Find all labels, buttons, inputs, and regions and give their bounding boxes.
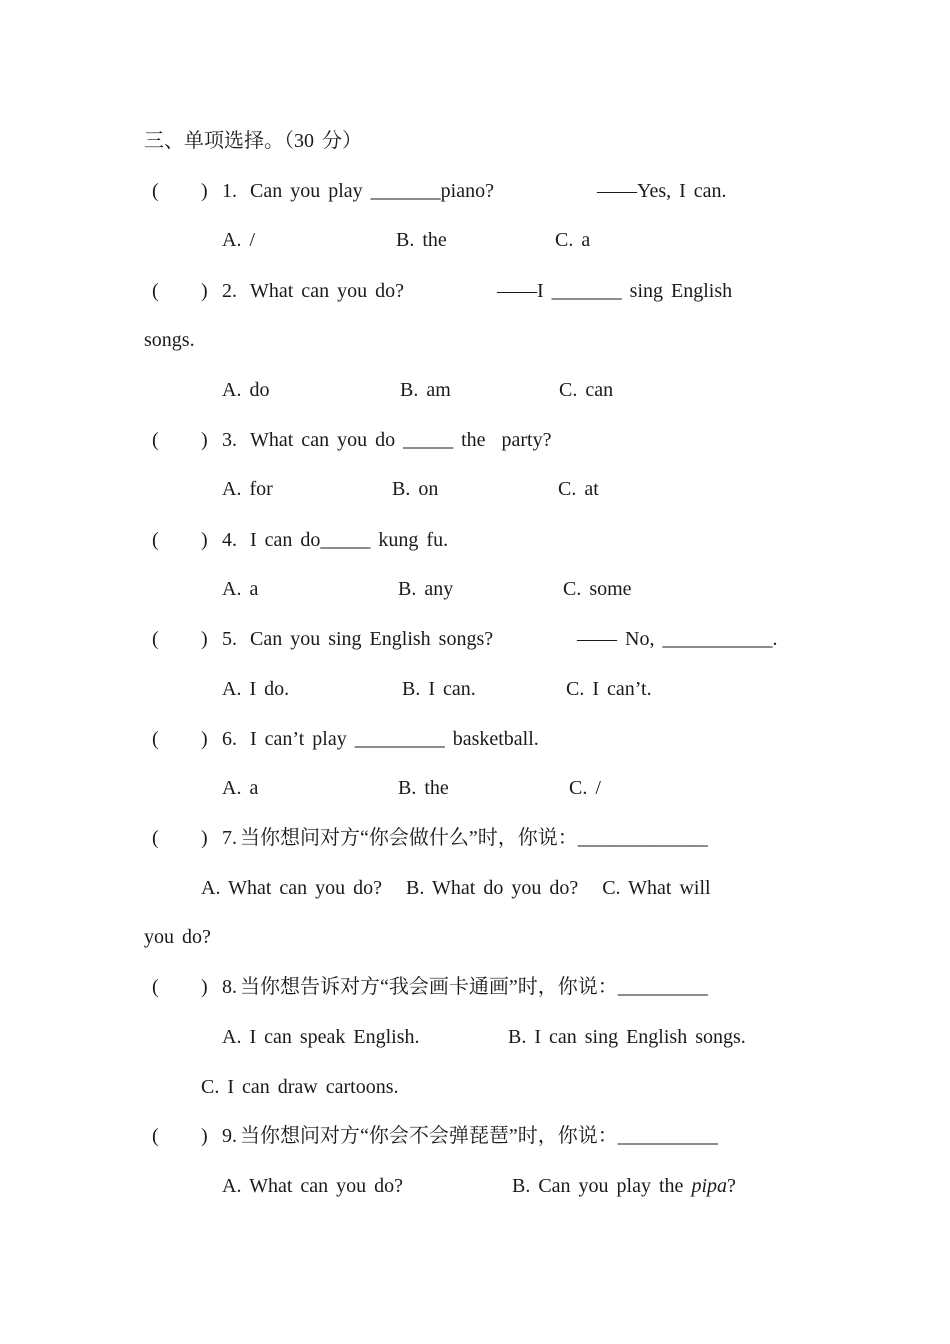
question-number: 7. [222,827,237,849]
question-number: 4. [222,529,237,551]
option-b: B. any [398,578,454,600]
option-b-italic: pipa [691,1175,727,1197]
options-line: A. What can you do? B. What do you do? C. What will [201,877,711,899]
question-stem: 当你想问对方“你会不会弹琵琶”时，你说：__________ [240,1125,718,1147]
option-b-end: ? [727,1175,736,1197]
answer-paren-close: ) [201,728,208,750]
question-stem: 当你想告诉对方“我会画卡通画”时，你说：_________ [240,976,708,998]
answer-paren-open[interactable]: ( [152,976,159,998]
answer-paren-close: ) [201,1125,208,1147]
answer-paren-open[interactable]: ( [152,1125,159,1147]
answer-paren-open[interactable]: ( [152,827,159,849]
option-a: A. / [222,229,255,251]
option-a: A. a [222,578,259,600]
option-b: B. on [392,478,439,500]
question-reply: ——Yes, I can. [597,180,727,202]
option-b: B. I can sing English songs. [508,1026,746,1048]
answer-paren-close: ) [201,529,208,551]
option-b: B. the [398,777,449,799]
section-title: 三、单项选择。（30 分） [144,130,362,152]
answer-paren-open[interactable]: ( [152,529,159,551]
question-number: 9. [222,1125,237,1147]
question-number: 2. [222,280,237,302]
option-c: C. / [569,777,601,799]
question-stem: Can you sing English songs? [250,628,494,650]
question-stem: I can’t play _________ basketball. [250,728,539,750]
question-reply: ——I _______ sing English [497,280,733,302]
answer-paren-close: ) [201,976,208,998]
question-continuation: songs. [144,329,195,351]
answer-paren-open[interactable]: ( [152,429,159,451]
question-number: 8. [222,976,237,998]
option-c: C. can [559,379,614,401]
answer-paren-open[interactable]: ( [152,280,159,302]
answer-paren-open[interactable]: ( [152,728,159,750]
option-b-text: B. Can you play the [512,1175,692,1197]
answer-paren-close: ) [201,827,208,849]
option-a: A. a [222,777,259,799]
answer-paren-close: ) [201,429,208,451]
option-a: A. I can speak English. [222,1026,420,1048]
question-stem: I can do_____ kung fu. [250,529,449,551]
option-b: B. I can. [402,678,476,700]
option-c: C. I can draw cartoons. [201,1076,399,1098]
option-c: C. a [555,229,591,251]
question-number: 3. [222,429,237,451]
answer-paren-close: ) [201,180,208,202]
question-number: 6. [222,728,237,750]
option-c: C. some [563,578,632,600]
answer-paren-close: ) [201,280,208,302]
answer-paren-open[interactable]: ( [152,180,159,202]
question-stem: Can you play _______piano? [250,180,494,202]
options-continuation: you do? [144,926,211,948]
question-number: 1. [222,180,237,202]
option-c: C. I can’t. [566,678,652,700]
option-b: B. the [396,229,447,251]
option-c: C. at [558,478,599,500]
option-a: A. I do. [222,678,290,700]
question-stem: 当你想问对方“你会做什么”时，你说：_____________ [240,827,708,849]
question-stem: What can you do _____ the party? [250,429,552,451]
question-stem: What can you do? [250,280,404,302]
question-reply: —— No, ___________. [577,628,778,650]
option-a: A. for [222,478,273,500]
answer-paren-close: ) [201,628,208,650]
answer-paren-open[interactable]: ( [152,628,159,650]
option-b: B. am [400,379,451,401]
option-b [512,1174,736,1198]
option-a: A. What can you do? [222,1175,404,1197]
question-number: 5. [222,628,237,650]
option-a: A. do [222,379,270,401]
